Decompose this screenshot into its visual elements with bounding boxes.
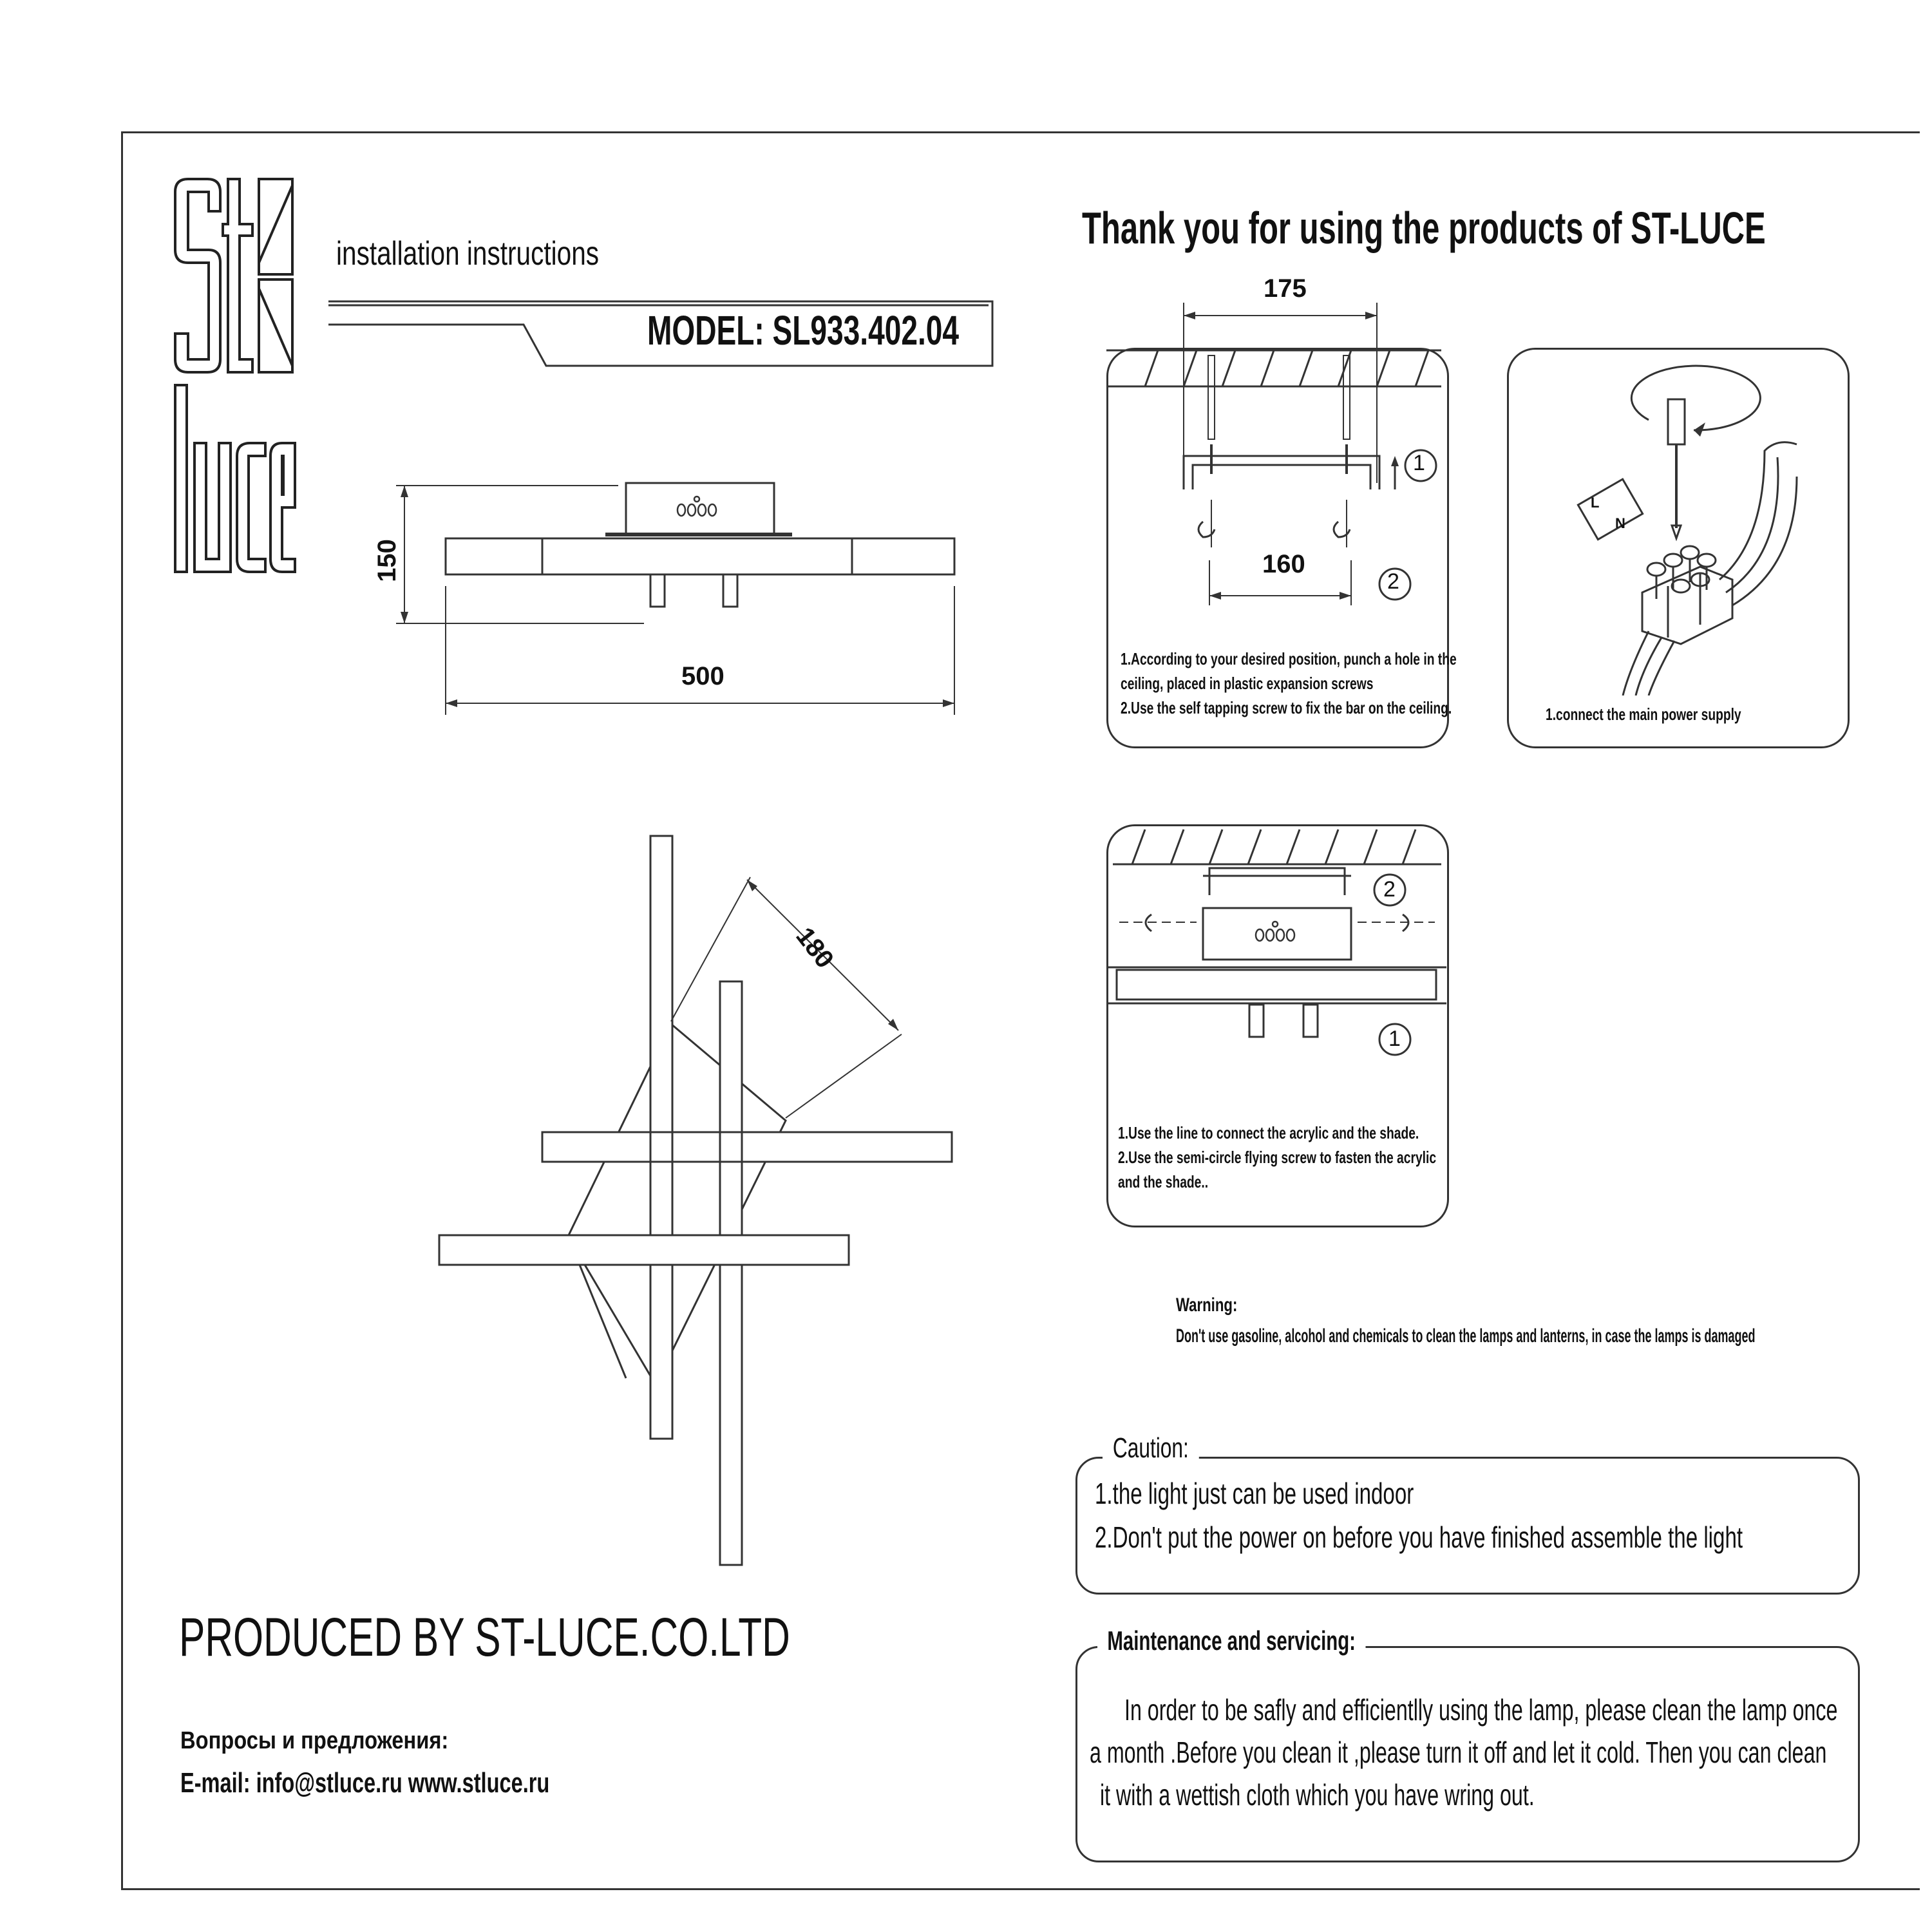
model-number: MODEL: SL933.402.04 (647, 307, 960, 354)
terminal-label-l: L (1591, 495, 1600, 511)
dimension-diagonal-label: 180 (790, 922, 840, 974)
maintenance-title: Maintenance and servicing: (1097, 1625, 1365, 1656)
thanks-heading: Thank you for using the products of ST-LUCE (1082, 203, 1766, 253)
dimension-mount-span: 175 (1264, 274, 1307, 303)
step1-marker-1: 1 (1413, 451, 1425, 475)
step1-marker-2: 2 (1387, 569, 1399, 594)
step3-line: and the shade.. (1118, 1172, 1209, 1191)
maintenance-line-1: In order to be safly and efficientlly using the lamp, please clean the lamp once (1124, 1693, 1838, 1727)
terminal-label-n: N (1615, 515, 1625, 531)
step2-drawing (1507, 348, 1848, 696)
step3-marker-1: 1 (1388, 1027, 1401, 1051)
step2-line: 1.connect the main power supply (1546, 705, 1741, 724)
step1-line: 2.Use the self tapping screw to fix the bar on the ceiling. (1121, 698, 1452, 717)
caution-item-1: 1.the light just can be used indoor (1095, 1477, 1414, 1510)
st-luce-logo (169, 173, 298, 585)
questions-label: Вопросы и предложения: (180, 1727, 449, 1754)
step3-marker-2: 2 (1383, 877, 1396, 902)
warning-title: Warning: (1176, 1294, 1238, 1316)
step3-drawing (1106, 824, 1448, 1121)
step1-line: ceiling, placed in plastic expansion screws (1121, 674, 1374, 693)
top-view-drawing (425, 818, 979, 1578)
dimension-width-label: 500 (681, 662, 724, 690)
caution-item-2: 2.Don't put the power on before you have finished assemble the light (1095, 1520, 1743, 1554)
step1-line: 1.According to your desired position, punch a hole in the (1121, 649, 1457, 668)
maintenance-line-3: it with a wettish cloth which you have wring out. (1100, 1778, 1535, 1812)
step3-text (1118, 1121, 1548, 1194)
produced-by: PRODUCED BY ST-LUCE.CO.LTD (179, 1607, 790, 1667)
side-view-drawing (374, 464, 985, 721)
header-subtitle: installation instructions (336, 235, 600, 272)
warning-text: Don't use gasoline, alcohol and chemicals to clean the lamps and lanterns, in case the lamps is damaged (1176, 1325, 1756, 1347)
contact-info: E-mail: info@stluce.ru www.stluce.ru (180, 1767, 550, 1799)
step3-line: 1.Use the line to connect the acrylic and the shade. (1118, 1123, 1419, 1142)
caution-title: Caution: (1103, 1432, 1199, 1464)
dimension-bar-span: 160 (1262, 550, 1305, 578)
step3-line: 2.Use the semi-circle flying screw to fasten the acrylic (1118, 1148, 1437, 1167)
dimension-height-label: 150 (372, 539, 401, 582)
maintenance-line-2: a month .Before you clean it ,please turn it off and let it cold. Then you can clean (1090, 1736, 1827, 1769)
